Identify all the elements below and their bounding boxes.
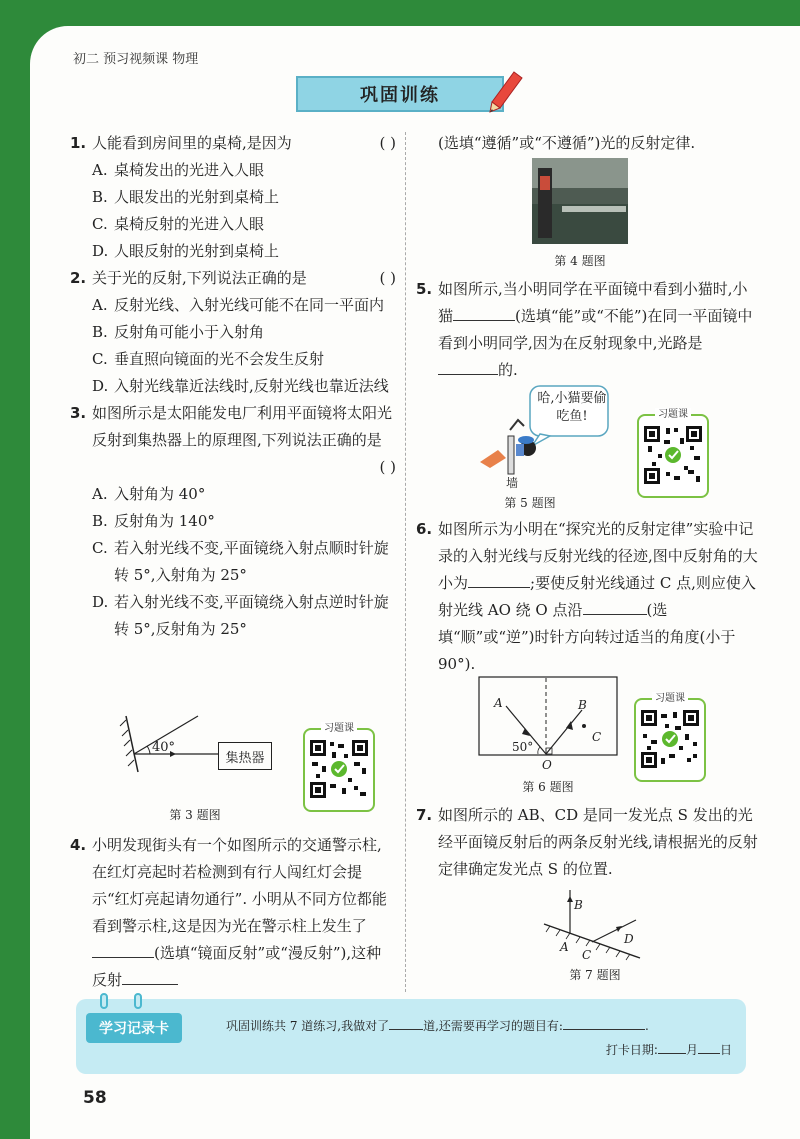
answer-blank[interactable] <box>438 359 498 375</box>
answer-blank[interactable] <box>468 572 530 588</box>
checkin-date: 打卡日期: 月 日 <box>605 1043 732 1057</box>
fig7-label-b: B <box>574 898 583 912</box>
wall-label: 墙 <box>506 476 519 490</box>
option: D. 入射光线靠近法线时,反射光线也靠近法线 <box>92 377 389 395</box>
answer-blank[interactable] <box>583 599 647 615</box>
question-1 <box>70 130 396 157</box>
answer-paren: ( ) <box>379 134 396 152</box>
fig6-label-a: A <box>494 696 503 710</box>
qr-code-icon <box>639 708 701 770</box>
option: B. 人眼发出的光射到桌椅上 <box>92 188 280 206</box>
question-stem: 如图所示是太阳能发电厂利用平面镜将太阳光反射到集热器上的原理图,下列说法正确的是 <box>92 404 393 449</box>
qr-code-icon <box>308 738 370 800</box>
qr-code[interactable] <box>303 723 375 812</box>
day-blank[interactable] <box>698 1041 720 1054</box>
qr-label: 习题课 <box>652 692 688 706</box>
question-number: 7. <box>416 806 433 824</box>
qr-code-icon <box>642 424 704 486</box>
question-stem: 如图所示的 AB、CD 是同一发光点 S 发出的光经平面镜反射后的两条反射光线,请根据光的反射定律确定发光点 S 的位置. <box>438 806 758 878</box>
question-stem: 小明发现街头有一个如图所示的交通警示柱,在红灯亮起时若检测到有行人闯红灯会提示“红灯亮起请勿通行”. 小明从不同方位都能看到警示柱,这是因为光在警示柱上发生了 <box>92 836 387 935</box>
option: A. 反射光线、入射光线可能不在同一平面内 <box>92 296 385 314</box>
fig7-label-c: C <box>582 948 592 962</box>
figure-6-diagram <box>478 676 618 758</box>
column-divider <box>405 132 406 992</box>
question-stem: 人能看到房间里的桌椅,是因为 <box>92 134 292 152</box>
q4-continuation: (选填“遵循”或“不遵循”)光的反射定律. <box>438 134 696 152</box>
question-number: 3. <box>70 404 87 422</box>
fig5-caption: 第 5 题图 <box>504 496 556 510</box>
fig6-label-o: O <box>542 758 552 772</box>
question-number: 4. <box>70 836 87 854</box>
question-4 <box>70 832 396 994</box>
answer-paren: ( ) <box>379 269 396 287</box>
section-banner: 巩固训练 <box>296 76 504 112</box>
warning-post-photo <box>532 158 628 244</box>
option: C. 桌椅反射的光进入人眼 <box>92 215 265 233</box>
qr-label: 习题课 <box>321 722 357 736</box>
fig6-label-c: C <box>592 730 602 744</box>
fig7-label-a: A <box>560 940 569 954</box>
option: C. 垂直照向镜面的光不会发生反射 <box>92 350 325 368</box>
fig4-caption: 第 4 题图 <box>554 254 606 268</box>
fig3-caption: 第 3 题图 <box>169 808 221 822</box>
question-2 <box>70 265 396 292</box>
answer-blank[interactable] <box>92 942 154 958</box>
question-stem: ;要使反射光线通过 C 点,则应使入射光线 AO 绕 O 点沿 <box>438 574 756 619</box>
answer-blank[interactable] <box>122 969 178 985</box>
option: D. 人眼反射的光射到桌椅上 <box>92 242 280 260</box>
answer-blank[interactable] <box>453 305 515 321</box>
question-number: 6. <box>416 520 433 538</box>
option: A. 入射角为 40° <box>92 485 206 503</box>
page-header: 初二 预习视频课 物理 <box>73 52 199 67</box>
question-stem: 关于光的反射,下列说法正确的是 <box>92 269 307 287</box>
option: B. 反射角为 140° <box>92 512 215 530</box>
record-summary: 巩固训练共 7 道练习,我做对了 道,还需要再学习的题目有: . <box>226 1019 649 1033</box>
question-number: 5. <box>416 280 433 298</box>
option: C. 若入射光线不变,平面镜绕入射点顺时针旋转 5°,入射角为 25° <box>92 539 389 584</box>
question-6 <box>416 516 760 678</box>
question-stem: 如图所示,当小明同学在平面镜中看到小猫时,小猫 <box>438 280 748 325</box>
fig6-angle-label: 50° <box>512 740 534 754</box>
option: A. 桌椅发出的光进入人眼 <box>92 161 265 179</box>
question-3 <box>70 400 396 481</box>
fig6-caption: 第 6 题图 <box>522 780 574 794</box>
question-stem: (选填“顺”或“逆”)时针方向转过适当的角度(小于 90°). <box>438 601 736 673</box>
qr-code[interactable] <box>634 693 706 782</box>
month-blank[interactable] <box>658 1041 686 1054</box>
fig6-label-b: B <box>578 698 587 712</box>
fig7-label-d: D <box>624 932 634 946</box>
question-7 <box>416 802 760 883</box>
figure-7-diagram <box>540 886 660 966</box>
question-number: 1. <box>70 134 87 152</box>
left-column <box>70 130 396 643</box>
qr-label: 习题课 <box>655 408 691 422</box>
study-record-card <box>76 999 746 1074</box>
question-stem: 如图所示为小明在“探究光的反射定律”实验中记录的入射光线与反射光线的径迹,图中反射角的大小为 <box>438 520 758 592</box>
review-items-blank[interactable] <box>563 1017 645 1030</box>
fig3-angle-label: 40° <box>152 740 176 755</box>
answer-paren: ( ) <box>379 458 396 476</box>
binder-ring <box>100 993 108 1009</box>
qr-code[interactable] <box>637 409 709 498</box>
question-stem: (选填“能”或“不能”)在同一平面镜中看到小明同学,因为在反射现象中,光路是 <box>438 307 753 352</box>
question-stem: 的. <box>498 361 518 379</box>
question-stem: (选填“镜面反射”或“漫反射”),这种反射 <box>92 944 382 989</box>
speech-bubble-text: 哈,小猫要偷吃鱼! <box>537 391 607 424</box>
question-number: 2. <box>70 269 87 287</box>
option: B. 反射角可能小于入射角 <box>92 323 265 341</box>
page-number: 58 <box>83 1088 107 1108</box>
question-5 <box>416 276 760 384</box>
correct-count-blank[interactable] <box>389 1017 423 1030</box>
option: D. 若入射光线不变,平面镜绕入射点逆时针旋转 5°,反射角为 25° <box>92 593 389 638</box>
record-card-tab: 学习记录卡 <box>86 1013 182 1043</box>
binder-ring <box>134 993 142 1009</box>
pencil-icon <box>488 70 524 114</box>
collector-box: 集热器 <box>218 742 272 770</box>
fig7-caption: 第 7 题图 <box>569 968 621 982</box>
